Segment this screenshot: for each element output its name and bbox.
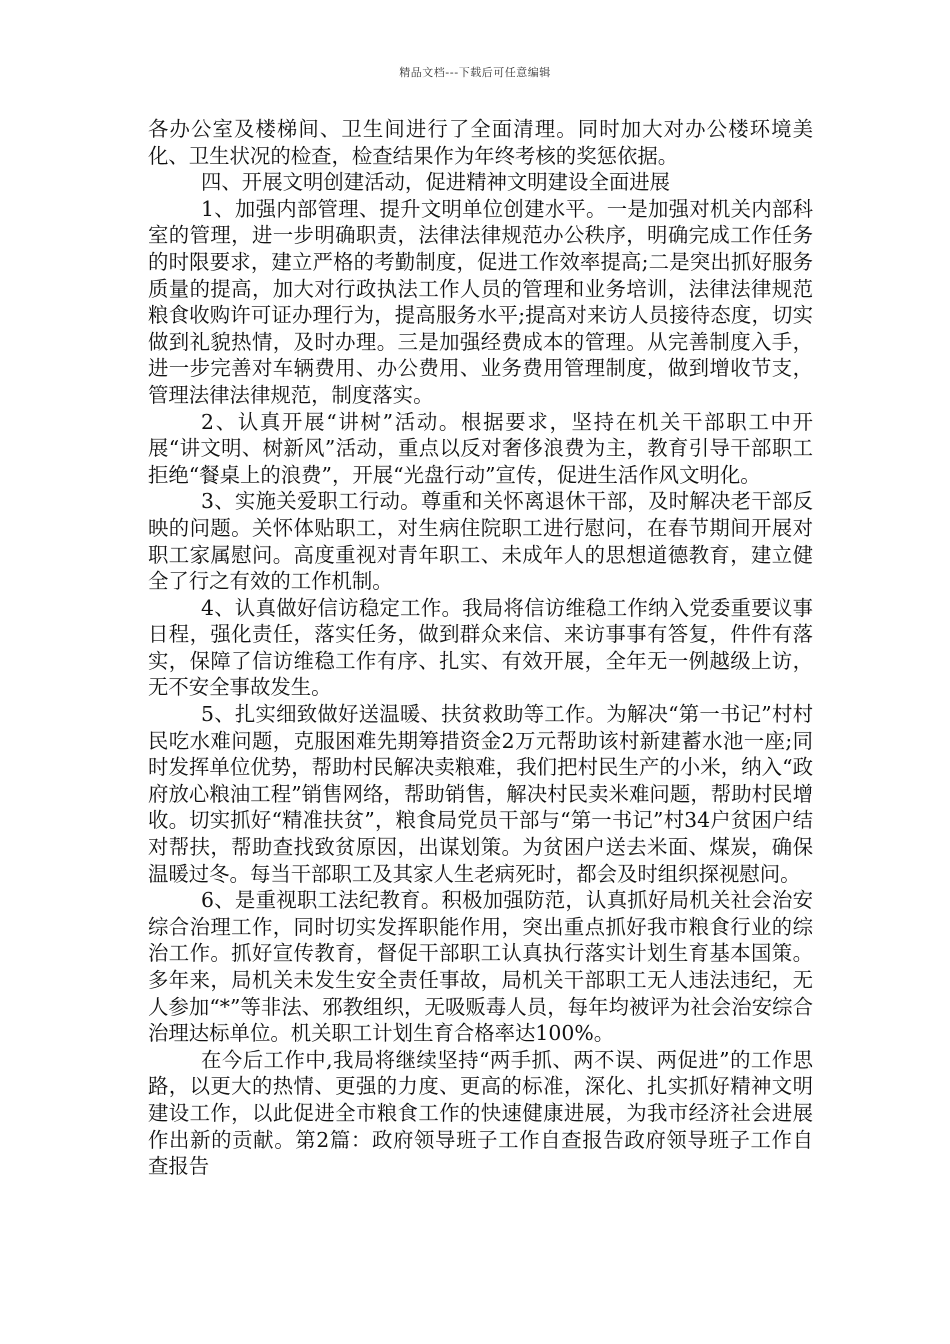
paragraph-item-1: 1、加强内部管理、提升文明单位创建水平。一是加强对机关内部科室的管理，进一步明确职责，法律法律规范办公秩序，明确完成工作任务的时限要求，建立严格的考勤制度，促进工作效率提高;二是突出抓好服务质量的提高，加大对行政执法工作人员的管理和业务培训，法律法律规范粮食收购许可证办理行为，提高服务水平;提高对来访人员接待态度，切实做到礼貌热情，及时办理。三是加强经费成本的管理。从完善制度入手，进一步完善对车辆费用、办公费用、业务费用管理制度，做到增收节支，管理法律法律规范，制度落实。 bbox=[148, 196, 813, 407]
page-header: 精品文档---下载后可任意编辑 bbox=[399, 66, 551, 79]
paragraph-item-5: 5、扎实细致做好送温暖、扶贫救助等工作。为解决“第一书记”村村民吃水难问题，克服困难先期筹措资金2万元帮助该村新建蓄水池一座;同时发挥单位优势，帮助村民解决卖粮难，我们把村民生产的小米，纳入“政府放心粮油工程”销售网络，帮助销售，解决村民卖米难问题，帮助村民增收。切实抓好“精准扶贫”，粮食局党员干部与“第一书记”村34户贫困户结对帮扶，帮助查找致贫原因，出谋划策。为贫困户送去米面、煤炭，确保温暖过冬。每当干部职工及其家人生老病死时，都会及时组织探视慰问。 bbox=[148, 702, 813, 886]
document-body bbox=[148, 116, 813, 1180]
paragraph-continuation: 各办公室及楼梯间、卫生间进行了全面清理。同时加大对办公楼环境美化、卫生状况的检查，检查结果作为年终考核的奖惩依据。 bbox=[148, 117, 813, 168]
paragraph-item-6: 6、是重视职工法纪教育。积极加强防范，认真抓好局机关社会治安综合治理工作，同时切实发挥职能作用，突出重点抓好我市粮食行业的综治工作。抓好宣传教育，督促干部职工认真执行落实计划生育基本国策。多年来，局机关未发生安全责任事故，局机关干部职工无人违法违纪，无人参加“*”等非法、邪教组织，无吸贩毒人员，每年均被评为社会治安综合治理达标单位。机关职工计划生育合格率达100%。 bbox=[148, 888, 813, 1046]
paragraph-item-3: 3、实施关爱职工行动。尊重和关怀离退休干部，及时解决老干部反映的问题。关怀体贴职工，对生病住院职工进行慰问，在春节期间开展对职工家属慰问。高度重视对青年职工、未成年人的思想道德教育，建立健全了行之有效的工作机制。 bbox=[148, 489, 813, 594]
paragraph-item-4: 4、认真做好信访稳定工作。我局将信访维稳工作纳入党委重要议事日程，强化责任，落实任务，做到群众来信、来访事事有答复，件件有落实，保障了信访维稳工作有序、扎实、有效开展，全年无一例越级上访，无不安全事故发生。 bbox=[148, 595, 813, 700]
section-heading: 四、开展文明创建活动，促进精神文明建设全面进展 bbox=[201, 170, 671, 195]
paragraph-item-2: 2、认真开展“讲树”活动。根据要求，坚持在机关干部职工中开展“讲文明、树新风”活动，重点以反对奢侈浪费为主，教育引导干部职工拒绝“餐桌上的浪费”，开展“光盘行动”宣传，促进生活作风文明化。 bbox=[148, 409, 813, 487]
paragraph-conclusion: 在今后工作中,我局将继续坚持“两手抓、两不误、两促进”的工作思路，以更大的热情、更强的力度、更高的标准，深化、扎实抓好精神文明建设工作，以此促进全市粮食工作的快速健康进展，为我市经济社会进展作出新的贡献。第2篇：政府领导班子工作自查报告政府领导班子工作自查报告 bbox=[148, 1047, 813, 1179]
